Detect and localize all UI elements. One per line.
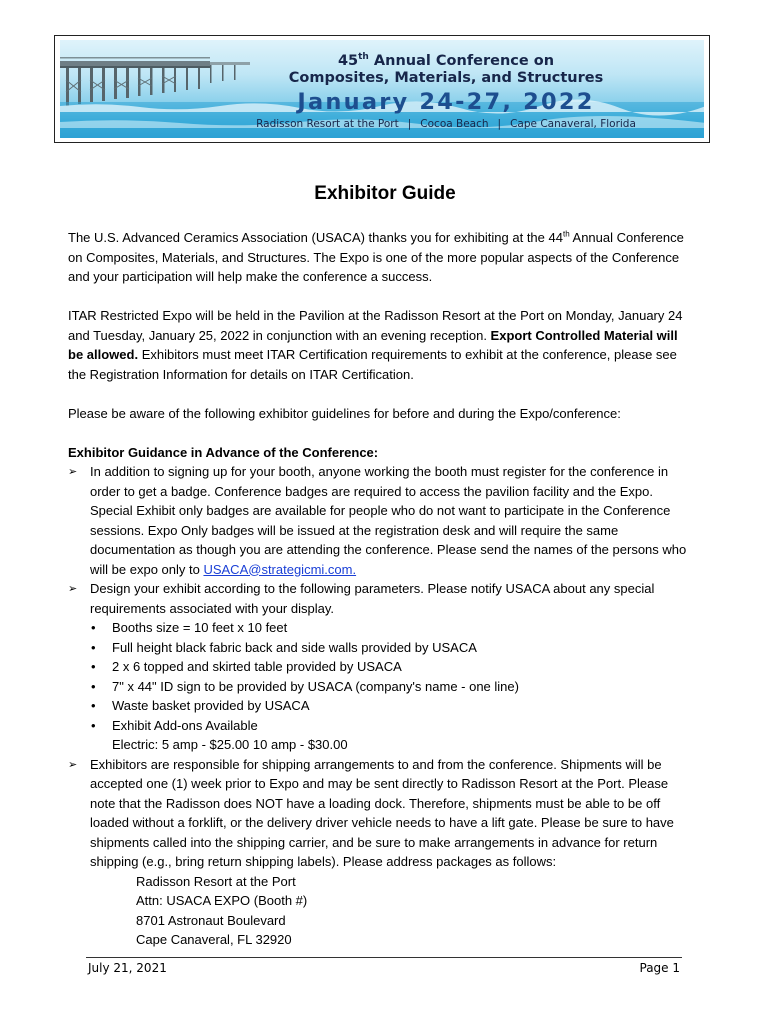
- booth-spec-item: • Booths size = 10 feet x 10 feet: [68, 618, 688, 638]
- bullet-dot-icon: •: [91, 717, 96, 733]
- itar-paragraph: ITAR Restricted Expo will be held in the Pavilion at the Radisson Resort at the Port on Monday, January 24 and Tuesday, January 25, 2022 in conjunction with an evening reception. Export Controlled Material will be allowed. Exhibitors must meet ITAR Certification requirements to exhibit at the conference, please see the Registration Information for details on ITAR Certification.: [68, 308, 683, 382]
- guidance-item-exhibit-design: ➢ Design your exhibit according to the following parameters. Please notify USACA about any special requirements associated with your display.: [68, 581, 655, 616]
- intro-paragraph: The U.S. Advanced Ceramics Association (USACA) thanks you for exhibiting at the 44th Annual Conference on Composites, Materials, and Structures. The Expo is one of the more popular aspects of the Conference and your participation will help make the conference a success.: [68, 229, 684, 284]
- footer-divider: [86, 957, 682, 958]
- addons-pricing: Electric: 5 amp - $25.00 10 amp - $30.00: [112, 737, 348, 752]
- booth-spec-item: • Waste basket provided by USACA: [68, 696, 688, 716]
- banner-line-2: Composites, Materials, and Structures: [288, 70, 604, 86]
- booth-spec-item: • Full height black fabric back and side walls provided by USACA: [68, 638, 688, 658]
- address-line: 8701 Astronaut Boulevard: [136, 912, 286, 928]
- page-title: Exhibitor Guide: [314, 183, 456, 204]
- section-heading: Exhibitor Guidance in Advance of the Conference:: [68, 444, 379, 460]
- address-line: Attn: USACA EXPO (Booth #): [136, 893, 308, 908]
- bullet-dot-icon: •: [91, 620, 96, 635]
- bullet-dot-icon: •: [91, 678, 96, 694]
- conference-banner: [54, 35, 710, 143]
- document-body: [68, 228, 688, 950]
- banner-image: [60, 40, 704, 138]
- booth-spec-item: • 2 x 6 topped and skirted table provided by USACA: [68, 657, 688, 677]
- guidance-item-badges: ➢ In addition to signing up for your booth, anyone working the booth must register for the conference in order to get a badge. Conference badges are required to access the pavilion facility and the Expo. Special Exhibit only badges are available for people who do not want to participate in the Conference sessions. Expo Only badges will be issued at the registration desk and will require the same documentation as though you are attending the conference. Please send the names of the persons who will be expo only to USACA@strategicmi.com.: [68, 464, 687, 577]
- banner-location-line: Radisson Resort at the Port | Cocoa Beach | Cape Canaveral, Florida: [256, 118, 636, 130]
- arrow-bullet-icon: ➢: [68, 757, 78, 771]
- booth-spec-item: • Exhibit Add-ons Available: [68, 716, 688, 736]
- guidelines-intro: Please be aware of the following exhibitor guidelines for before and during the Expo/conference:: [68, 405, 621, 421]
- footer-date: July 21, 2021: [88, 961, 167, 975]
- arrow-bullet-icon: ➢: [68, 465, 78, 478]
- bullet-dot-icon: •: [91, 698, 96, 713]
- arrow-bullet-icon: ➢: [68, 582, 78, 595]
- booth-spec-item: • 7" x 44" ID sign to be provided by USACA (company's name - one line): [68, 677, 688, 697]
- address-line: Radisson Resort at the Port: [136, 873, 296, 889]
- banner-line-1: 45th Annual Conference on: [337, 52, 555, 69]
- guidance-item-shipping: ➢ Exhibitors are responsible for shipping arrangements to and from the conference. Shipments will be accepted one (1) week prior to Expo and may be sent directly to Radisson Resort at the Port. Please note that the Radisson does NOT have a loading dock. Therefore, shipments must be able to be off loaded without a forklift, or the delivery driver vehicle needs to have a lift gate. Please be sure to have shipments called into the shipping carrier, and be sure to make arrangements in advance for return shipping (e.g., bring return shipping labels). Please address packages as follows:: [68, 756, 674, 869]
- address-line: Cape Canaveral, FL 32920: [136, 932, 292, 947]
- page-number: Page 1: [639, 961, 680, 975]
- banner-dates: January 24-27, 2022: [297, 89, 595, 115]
- bullet-dot-icon: •: [91, 639, 96, 655]
- bullet-dot-icon: •: [91, 659, 96, 674]
- email-link[interactable]: USACA@strategicmi.com.: [203, 561, 357, 577]
